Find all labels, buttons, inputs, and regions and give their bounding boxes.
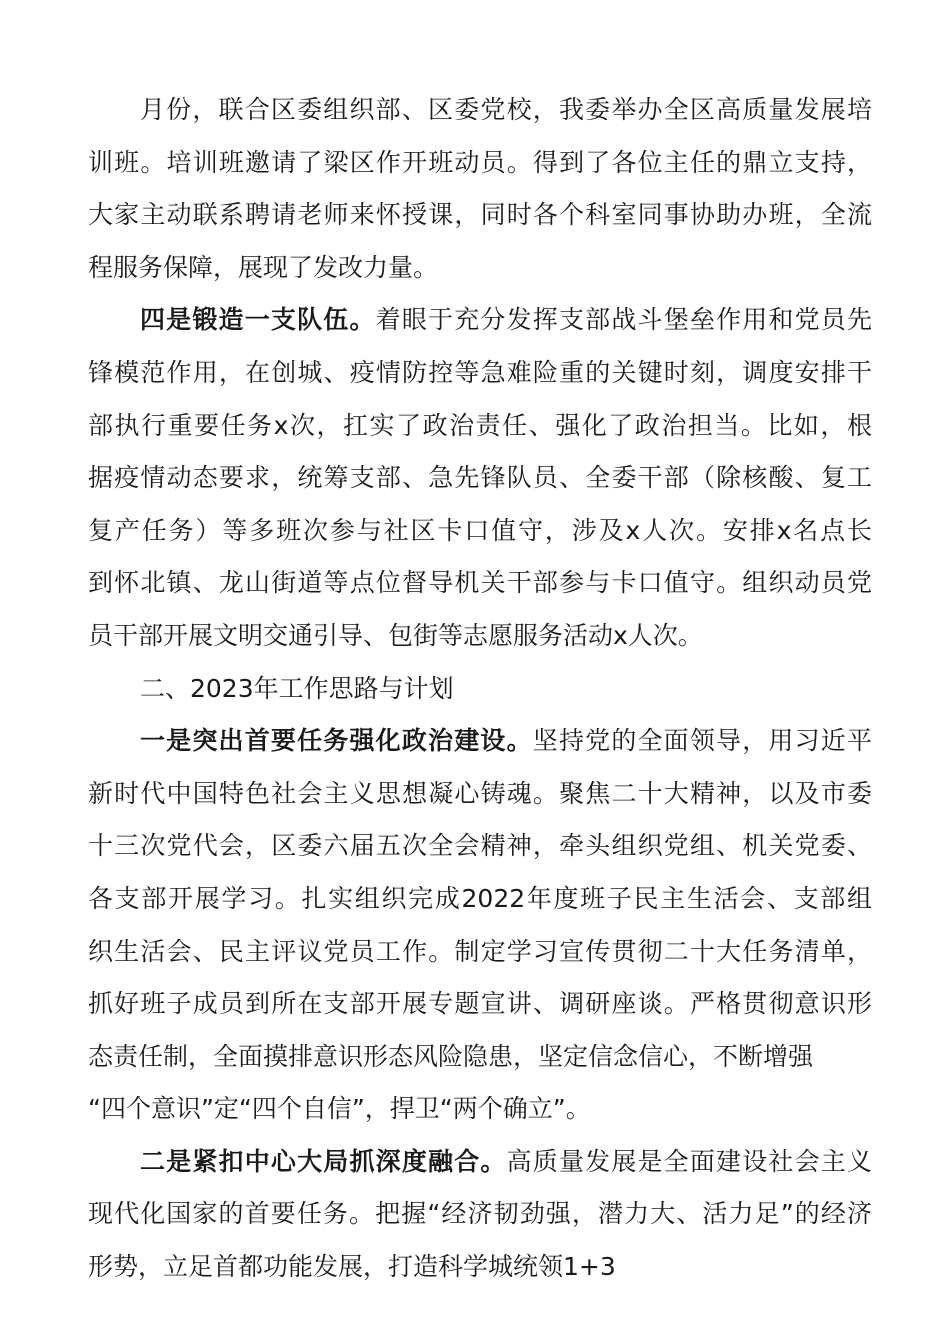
text-span: 现代化国家的首要任务。把握“经济韧劲强，潜力大、活力足”的经济 xyxy=(88,1199,872,1229)
text-line xyxy=(88,873,872,926)
text-line xyxy=(88,1031,872,1084)
text-span: “四个意识”定“四个自信”，捍卫“两个确立”。 xyxy=(88,1094,591,1124)
text-line xyxy=(88,715,872,768)
text-span: 员干部开展文明交通引导、包街等志愿服务活动x人次。 xyxy=(88,620,703,650)
text-span: 态责任制，全面摸排意识形态风险隐患，坚定信念信心，不断增强 xyxy=(88,1041,814,1071)
text-line xyxy=(88,1241,872,1294)
text-span: 训班。培训班邀请了梁区作开班动员。得到了各位主任的鼎立支持， xyxy=(88,147,872,177)
paragraph xyxy=(88,1136,872,1294)
text-span: 据疫情动态要求，统筹支部、急先锋队员、全委干部（除核酸、复工 xyxy=(88,463,872,493)
text-span: 复产任务）等多班次参与社区卡口值守，涉及x人次。安排x名点长 xyxy=(88,515,872,545)
text-line xyxy=(88,768,872,821)
paragraph xyxy=(88,294,872,662)
paragraph xyxy=(88,84,872,294)
text-line xyxy=(88,663,872,716)
text-span: 高质量发展是全面建设社会主义 xyxy=(506,1146,872,1176)
paragraph-heading: 一是突出首要任务强化政治建设。 xyxy=(140,726,533,756)
text-span: 十三次党代会，区委六届五次全会精神，牵头组织党组、机关党委、 xyxy=(88,831,872,861)
text-line xyxy=(88,1083,872,1136)
text-span: 织生活会、民主评议党员工作。制定学习宣传贯彻二十大任务清单， xyxy=(88,936,872,966)
section-heading xyxy=(88,663,872,716)
text-span: 大家主动联系聘请老师来怀授课，同时各个科室同事协助办班，全流 xyxy=(88,200,872,230)
text-line xyxy=(88,400,872,453)
text-line xyxy=(88,347,872,400)
text-span: 形势，立足首都功能发展，打造科学城统领1+3 xyxy=(88,1252,616,1282)
text-line xyxy=(88,242,872,295)
text-line xyxy=(88,1188,872,1241)
text-span: 坚持党的全面领导，用习近平 xyxy=(532,726,872,756)
text-line xyxy=(88,557,872,610)
text-line xyxy=(88,505,872,558)
text-line xyxy=(88,452,872,505)
text-span: 程服务保障，展现了发改力量。 xyxy=(88,252,439,282)
text-span: 到怀北镇、龙山街道等点位督导机关干部参与卡口值守。组织动员党 xyxy=(88,568,872,598)
text-line xyxy=(88,137,872,190)
text-line xyxy=(88,84,872,137)
text-span: 各支部开展学习。扎实组织完成2022年度班子民主生活会、支部组 xyxy=(88,883,872,913)
document-body xyxy=(88,84,872,1294)
text-span: 锋模范作用，在创城、疫情防控等急难险重的关键时刻，调度安排干 xyxy=(88,357,872,387)
text-span: 抓好班子成员到所在支部开展专题宣讲、调研座谈。严格贯彻意识形 xyxy=(88,989,872,1019)
text-line xyxy=(88,1136,872,1189)
text-span: 二、2023年工作思路与计划 xyxy=(140,673,454,703)
text-span: 部执行重要任务x次，扛实了政治责任、强化了政治担当。比如，根 xyxy=(88,410,872,440)
text-line xyxy=(88,610,872,663)
text-span: 着眼于充分发挥支部战斗堡垒作用和党员先 xyxy=(375,305,872,335)
text-span: 新时代中国特色社会主义思想凝心铸魂。聚焦二十大精神，以及市委 xyxy=(88,778,872,808)
text-line xyxy=(88,820,872,873)
text-line xyxy=(88,189,872,242)
paragraph xyxy=(88,715,872,1136)
text-span: 月份，联合区委组织部、区委党校，我委举办全区高质量发展培 xyxy=(140,95,872,124)
paragraph-heading: 二是紧扣中心大局抓深度融合。 xyxy=(140,1146,507,1176)
text-line xyxy=(88,978,872,1031)
text-line xyxy=(88,294,872,347)
text-line xyxy=(88,926,872,979)
paragraph-heading: 四是锻造一支队伍。 xyxy=(140,305,376,335)
